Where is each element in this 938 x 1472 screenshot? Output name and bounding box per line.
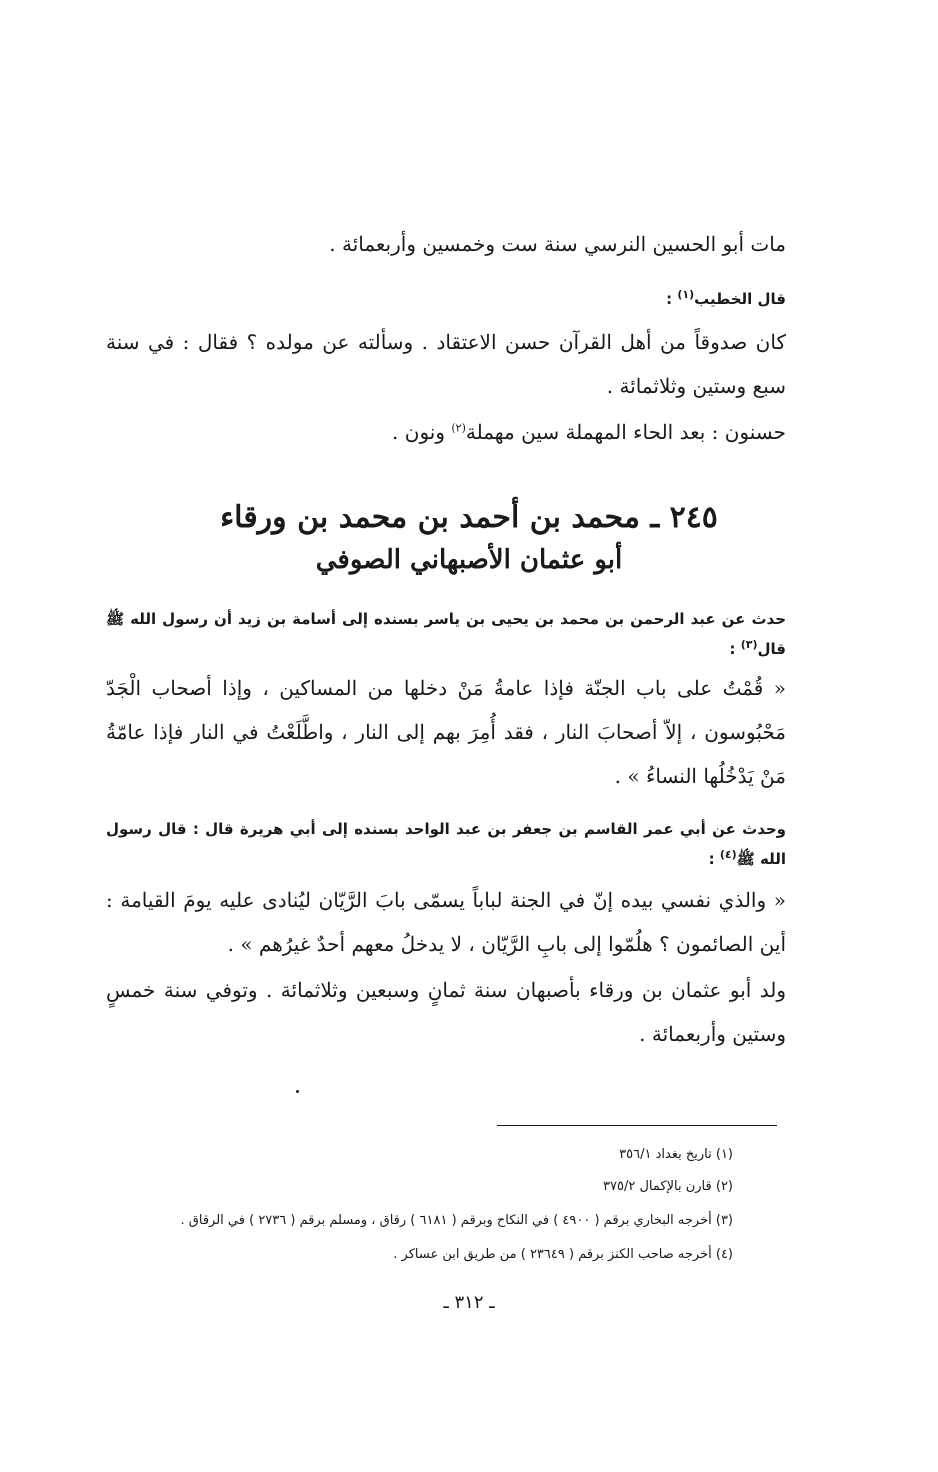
isnad-1-text: حدث عن عبد الرحمن بن محمد بن يحيى بن ياسر بسنده إلى أسامة بن زيد أن رسول الله ﷺ قال <box>106 610 786 658</box>
page-number: ـ ٣١٢ ـ <box>443 1292 495 1313</box>
khatib-attribution <box>106 284 786 314</box>
footnote-1: (١) تاريخ بغداد ٣٥٦/١ <box>619 1147 733 1162</box>
husnun-note <box>106 410 786 454</box>
isnad-2-colon: : <box>708 850 720 868</box>
entry-subtitle: أبو عثمان الأصبهاني الصوفي <box>315 545 623 575</box>
stray-mark <box>296 1090 299 1093</box>
isnad-2 <box>106 814 786 874</box>
hadith-1-text: « قُمْتُ على باب الجنّة فإذا عامةُ مَنْ دخلها من المساكين ، وإذا أصحاب الْجَدّ مَحْبُوسون ، إلاّ أصحابَ النار ، فقد أُمِرَ بهم إلى النار ، واطَّلَعْتُ في النار فإذا عامّةُ مَنْ يَدْخُلُها النساءُ » . <box>106 676 786 788</box>
khatib-label: قال الخطيب <box>694 290 786 308</box>
khatib-colon: : <box>666 290 678 308</box>
husnun-text: حسنون : بعد الحاء المهملة سين مهملة <box>465 420 786 444</box>
hadith-2 <box>106 878 786 966</box>
isnad-1 <box>106 604 786 664</box>
footnote-ref-2: (٢) <box>451 421 466 435</box>
khatib-quote-text: كان صدوقاً من أهل القرآن حسن الاعتقاد . وسألته عن مولده ؟ فقال : في سنة سبع وستين وثلاثمائة . <box>106 330 786 398</box>
footnote-ref-3: (٣) <box>740 638 758 651</box>
death-note-text: مات أبو الحسين النرسي سنة ست وخمسين وأربعمائة . <box>329 232 786 256</box>
footnote-2: (٢) قارن بالإكمال ٣٧٥/٢ <box>603 1179 733 1194</box>
husnun-text-end: ونون . <box>392 420 452 444</box>
footnote-3: (٣) أخرجه البخاري برقم ( ٤٩٠٠ ) في النكاح وبرقم ( ٦١٨١ ) رقاق ، ومسلم برقم ( ٢٧٣٦ ) في الرقاق . <box>180 1213 733 1228</box>
entry-title: ٢٤٥ ـ محمد بن أحمد بن محمد بن ورقاء <box>220 500 718 535</box>
death-note <box>106 222 786 266</box>
isnad-1-colon: : <box>729 640 741 658</box>
footnote-4: (٤) أخرجه صاحب الكنز برقم ( ٢٣٦٤٩ ) من طريق ابن عساكر . <box>393 1247 733 1262</box>
birth-death-text: ولد أبو عثمان بن ورقاء بأصبهان سنة ثمانٍ وسبعين وثلاثمائة . وتوفي سنة خمسٍ وستين وأربعمائة . <box>106 978 786 1046</box>
hadith-1 <box>106 666 786 798</box>
footnote-ref-4: (٤) <box>719 848 737 861</box>
isnad-2-text: وحدث عن أبي عمر القاسم بن جعفر بن عبد الواحد بسنده إلى أبي هريرة قال : قال رسول الله ﷺ <box>106 820 786 868</box>
khatib-quote <box>106 320 786 408</box>
hadith-2-text: « والذي نفسي بيده إنّ في الجنة لباباً يسمّى بابَ الرَّيّان ليُنادى عليه يومَ القيامة : أين الصائمون ؟ هلُمّوا إلى بابِ الرَّيّان ، لا يدخلُ معهم أحدٌ غيرُهم » . <box>106 888 786 956</box>
footnote-divider <box>497 1125 777 1126</box>
birth-death-note <box>106 968 786 1056</box>
footnote-ref-1: (١) <box>677 288 695 301</box>
